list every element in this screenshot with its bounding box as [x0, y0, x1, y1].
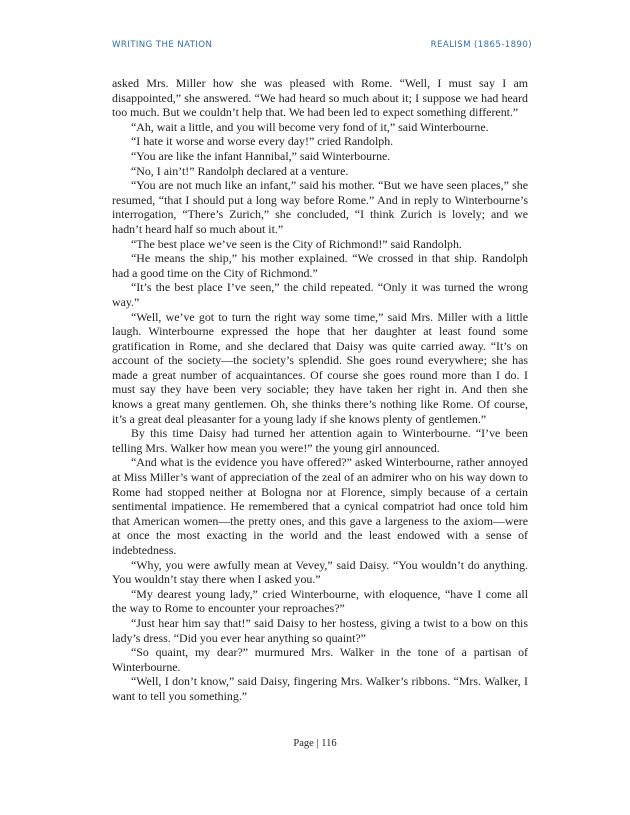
page-label: Page — [293, 738, 314, 749]
paragraph: “Ah, wait a little, and you will become very fond of it,” said Winterbourne. — [131, 119, 489, 134]
running-header — [112, 40, 532, 52]
page-number: 116 — [321, 738, 337, 749]
paragraph: “You are like the infant Hannibal,” said Winterbourne. — [131, 148, 391, 163]
paragraph: “Well, I don’t know,” said Daisy, fingering Mrs. Walker’s ribbons. “Mrs. Walker, I want to tell you something.” — [112, 674, 528, 703]
header-section-title: REALISM (1865-1890) — [430, 40, 532, 50]
paragraph: “Just hear him say that!” said Daisy to her hostess, giving a twist to a bow on this lady’s dress. “Did you ever hear anything so quaint?” — [112, 615, 528, 645]
paragraph: “Well, we’ve got to turn the right way some time,” said Mrs. Miller with a little laugh. Winterbourne expressed the hope that her daughter at least found some gratification in Rome, and she declared that Daisy was quite carried away. “It’s on account of the society—the society’s splendid. She goes round everywhere; she has made a great number of acquaintances. Of course she goes round more than I do. I must say they have been very sociable; they have taken her right in. And then she knows a great many gentlemen. Oh, she thinks there’s nothing like Rome. Of course, it’s a great deal pleasanter for a young lady if she knows plenty of gentlemen.” — [112, 309, 528, 426]
page-footer — [0, 738, 630, 749]
paragraph: “The best place we’ve seen is the City of Richmond!” said Randolph. — [131, 236, 462, 251]
page-body — [112, 76, 528, 704]
paragraph: “I hate it worse and worse every day!” cried Randolph. — [131, 134, 394, 149]
paragraph: “My dearest young lady,” cried Winterbourne, with eloquence, “have I come all the way to Rome to encounter your reproaches?” — [112, 586, 528, 616]
paragraph: “He means the ship,” his mother explained. “We crossed in that ship. Randolph had a good time on the City of Richmond.” — [112, 251, 528, 280]
paragraph: “Why, you were awfully mean at Vevey,” said Daisy. “You wouldn’t do anything. You wouldn’t stay there when I asked you.” — [112, 557, 528, 587]
paragraph: “It’s the best place I’ve seen,” the child repeated. “Only it was turned the wrong way.” — [112, 280, 528, 309]
paragraph: “And what is the evidence you have offered?” asked Winterbourne, rather annoyed at Miss Miller’s want of appreciation of the zeal of an admirer who on his way down to Rome had stopped neither at Bologna nor at Florence, simply because of a certain sentimental impatience. He remembered that a cynical compatriot had once told him that American women—the pretty ones, and this gave a largeness to the axiom—were at once the most exacting in the world and the least endowed with a sense of indebtedness. — [112, 455, 528, 557]
paragraph: “So quaint, my dear?” murmured Mrs. Walker in the tone of a partisan of Winterbourne. — [112, 645, 528, 674]
paragraph: “No, I ain’t!” Randolph declared at a venture. — [131, 163, 349, 178]
paragraph: By this time Daisy had turned her attention again to Winterbourne. “I’ve been telling Mrs. Walker how mean you were!” the young girl announced. — [112, 426, 528, 455]
header-book-title: WRITING THE NATION — [112, 40, 213, 50]
paragraph: “You are not much like an infant,” said his mother. “But we have seen places,” she resumed, “that I should put a long way before Rome.” And in reply to Winterbourne’s interrogation, “There’s Zurich,” she concluded, “I think Zurich is lovely; and we hadn’t heard half so much about it.” — [112, 178, 528, 236]
paragraph: asked Mrs. Miller how she was pleased with Rome. “Well, I must say I am disappointed,” she answered. “We had heard so much about it; I suppose we had heard too much. But we couldn’t help that. We had been led to expect something different.” — [112, 76, 528, 120]
page-separator: | — [316, 738, 319, 749]
